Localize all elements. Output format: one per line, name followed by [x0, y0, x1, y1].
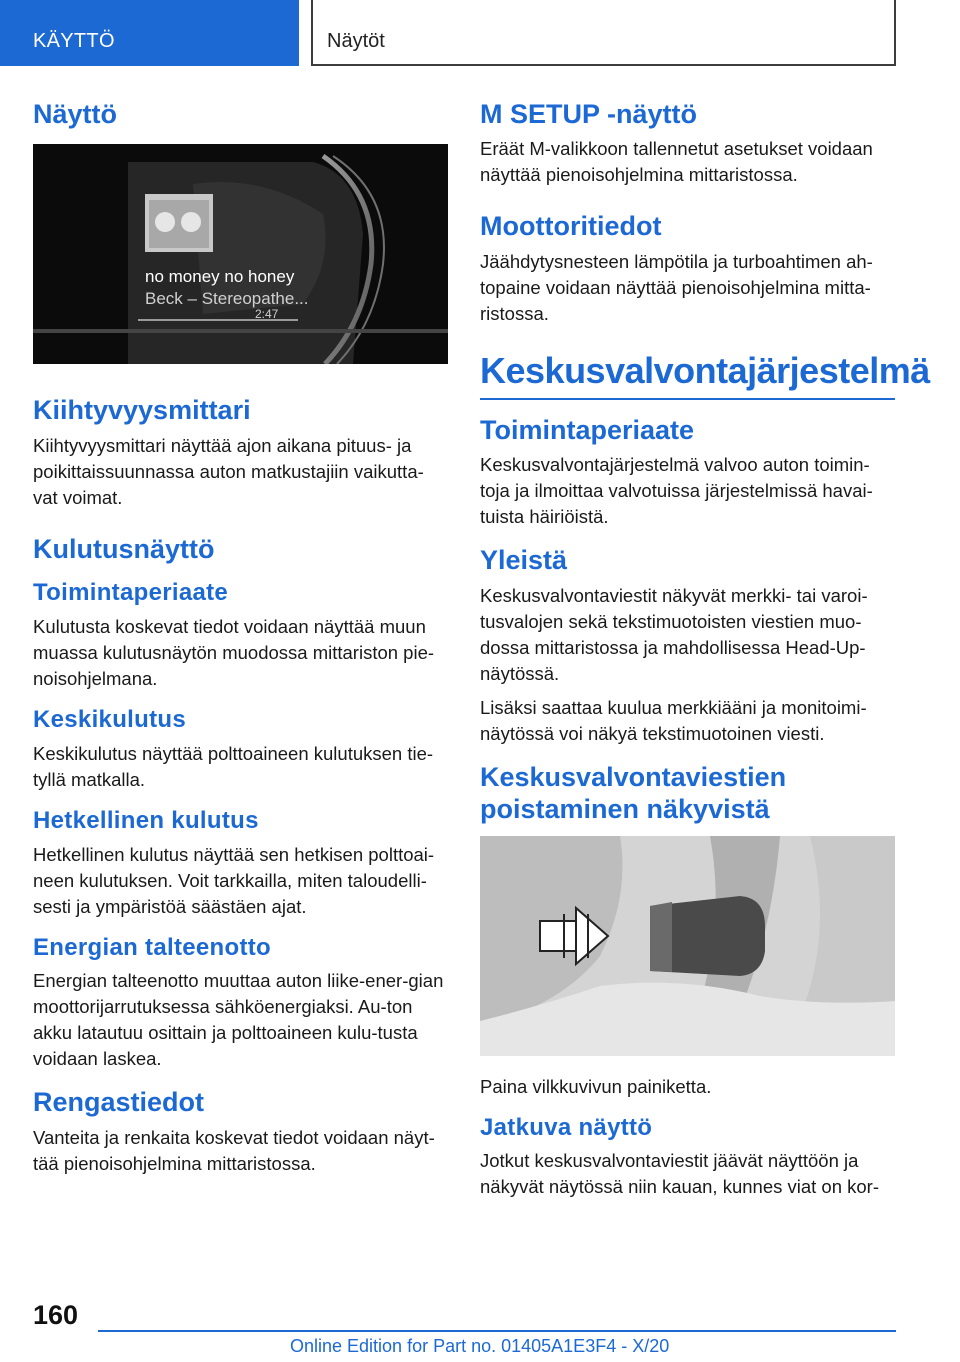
jatkuva-heading: Jatkuva näyttö: [480, 1113, 653, 1141]
msetup-body: Eräät M-valikkoon tallennetut asetukset voidaan näyttää pienoisohjelmina mittaristossa.: [480, 138, 873, 186]
yleista-body-1: Keskusvalvontaviestit näkyvät merkki- tai varoi-tusvalojen sekä tekstimuotoisten viestien muo-dossa mittaristossa ja mahdollisessa Head-Up-näytössä.: [480, 584, 868, 684]
instrument-cluster-illustration: [33, 144, 448, 364]
artist-text: Beck – Stereopathe...: [145, 289, 309, 309]
footer-divider: [98, 1330, 896, 1332]
kulutus-toiminta-body: Kulutusta koskevat tiedot voidaan näyttää muun muassa kulutusnäytön muodossa mittariston pie-noisohjelmana.: [33, 615, 435, 689]
page-header: [0, 0, 960, 66]
msetup-section: [480, 98, 895, 188]
hetkellinen-heading: Hetkellinen kulutus: [33, 806, 259, 834]
keskus-toiminta-body: Keskusvalvontajärjestelmä valvoo auton toimin-toja ja ilmoittaa valvotuissa järjestelmissä havai-tuista häiriöistä.: [480, 454, 873, 528]
energia-body: Energian talteenotto muuttaa auton liike-ener-gian moottorijarrutuksessa sähköenergiaksi. Au-ton akku latautuu osittain ja polttoaineen kulu-tusta voidaan laskea.: [33, 970, 444, 1070]
time-text: 2:47: [255, 307, 279, 322]
keskus-section: [480, 349, 930, 1201]
kulutus-toiminta-heading: Toimintaperiaate: [33, 579, 229, 607]
chapter-tab[interactable]: KÄYTTÖ: [0, 0, 299, 66]
edition-link[interactable]: Online Edition for Part no. 01405A1E3F4 - X/20: [290, 1336, 670, 1356]
hetkellinen-body: Hetkellinen kulutus näyttää sen hetkisen polttoai-neen kulutuksen. Voit tarkkailla, miten taloudelli-sesti ja ympäristöä säästäen ajat.: [33, 843, 435, 917]
yleista-body-2: Lisäksi saattaa kuulua merkkiääni ja monitoimi-näytössä voi näkyä tekstimuotoinen viesti.: [480, 696, 867, 744]
moottori-body: Jäähdytysnesteen lämpötila ja turboahtimen ah-topaine voidaan näyttää pienoisohjelmina mitta-ristossa.: [480, 250, 873, 324]
kiihtyvyys-heading: Kiihtyvyysmittari: [33, 395, 251, 426]
yleista-heading: Yleistä: [480, 545, 568, 576]
keskus-heading: Keskusvalvontajärjestelmä: [480, 349, 895, 400]
moottori-heading: Moottoritiedot: [480, 211, 662, 242]
energia-heading: Energian talteenotto: [33, 933, 272, 961]
naytto-heading: Näyttö: [33, 99, 118, 129]
poisto-heading: Keskusvalvontaviestien poistaminen näkyvistä: [480, 761, 787, 825]
keskus-toiminta-heading: Toimintaperiaate: [480, 414, 695, 445]
turn-signal-stalk-image: [480, 836, 895, 1056]
kiihtyvyys-body: Kiihtyvyysmittari näyttää ajon aikana pituus- ja poikittaissuunnassa auton matkustajiin vaikutta-vat voimat.: [33, 434, 424, 508]
section-title: Näytöt: [311, 0, 896, 66]
kulutus-section: [33, 533, 448, 1073]
instrument-display-image: [33, 144, 448, 364]
kulutus-heading: Kulutusnäyttö: [33, 533, 215, 564]
keskikulutus-body: Keskikulutus näyttää polttoaineen kulutuksen tie-tyllä matkalla.: [33, 742, 434, 790]
song-title-text: no money no honey: [145, 267, 295, 287]
rengastiedot-body: Vanteita ja renkaita koskevat tiedot voidaan näyt-tää pienoisohjelmina mittaristossa.: [33, 1126, 435, 1174]
right-column: [480, 98, 930, 1208]
poisto-body: Paina vilkkuvivun painiketta.: [480, 1075, 712, 1097]
jatkuva-body: Jotkut keskusvalvontaviestit jäävät näyttöön ja näkyvät näytössä niin kauan, kunnes viat on kor-: [480, 1150, 880, 1198]
msetup-heading: M SETUP -näyttö: [480, 99, 698, 129]
kiihtyvyys-section: [33, 394, 448, 510]
stalk-illustration: [480, 836, 895, 1056]
page-number: 160: [33, 1300, 79, 1330]
left-column: [33, 98, 448, 1185]
rengastiedot-heading: Rengastiedot: [33, 1087, 205, 1118]
moottori-section: [480, 210, 895, 326]
rengastiedot-section: [33, 1086, 448, 1176]
keskikulutus-heading: Keskikulutus: [33, 705, 186, 733]
